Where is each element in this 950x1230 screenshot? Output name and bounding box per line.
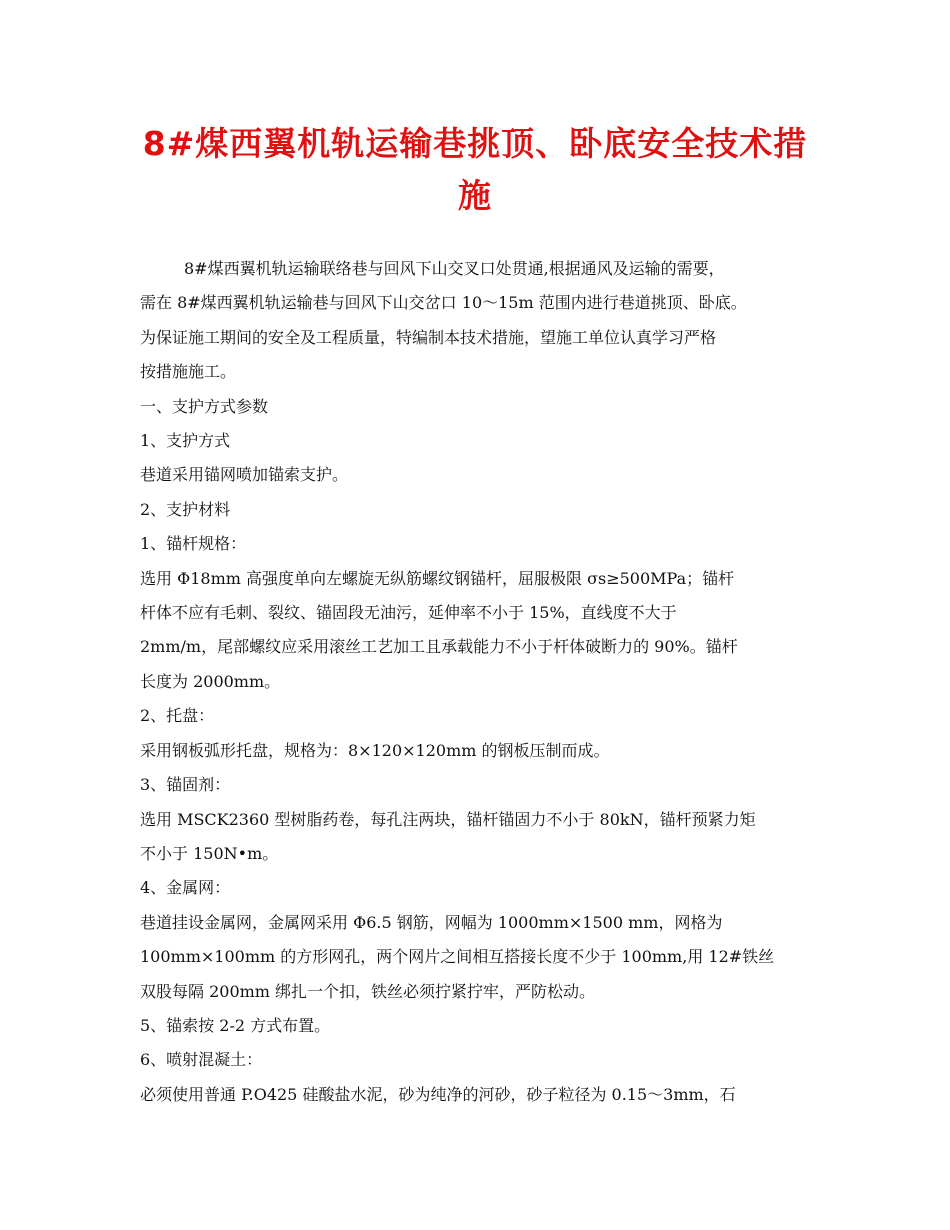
subsection-1-text: 巷道采用锚网喷加锚索支护。 [140, 465, 349, 485]
item-2-line-1: 采用钢板弧形托盘，规格为：8×120×120mm 的钢板压制而成。 [140, 740, 610, 760]
intro-line-3: 为保证施工期间的安全及工程质量，特编制本技术措施，望施工单位认真学习严格 [140, 327, 717, 347]
intro-line-4: 按措施施工。 [140, 362, 237, 382]
item-4-line-3: 双股每隔 200mm 绑扎一个扣，铁丝必须拧紧拧牢，严防松动。 [140, 981, 596, 1001]
intro-line-2: 需在 8#煤西翼机轨运输巷与回风下山交岔口 10～15m 范围内进行巷道挑顶、卧底。 [140, 293, 747, 313]
intro-line-1: 8#煤西翼机轨运输联络巷与回风下山交叉口处贯通,根据通风及运输的需要， [184, 259, 725, 278]
subsection-1-heading: 1、支护方式 [140, 431, 231, 451]
document-title [140, 118, 810, 222]
item-5-line-1: 5、锚索按 2-2 方式布置。 [140, 1015, 331, 1035]
title-line-2: 施 [458, 176, 492, 215]
section-1-heading: 一、支护方式参数 [140, 396, 269, 416]
item-1-line-1: 选用 Φ18mm 高强度单向左螺旋无纵筋螺纹钢锚杆，屈服极限 σs≥500MPa；锚杆 [140, 568, 735, 588]
item-4-line-2: 100mm×100mm 的方形网孔，两个网片之间相互搭接长度不少于 100mm,用 12#铁丝 [140, 947, 775, 967]
item-4-heading: 4、金属网： [140, 878, 231, 898]
item-6-line-1: 必须使用普通 P.O425 硅酸盐水泥，砂为纯净的河砂，砂子粒径为 0.15～3mm，石 [140, 1084, 736, 1104]
item-3-line-2: 不小于 150N•m。 [140, 843, 279, 863]
item-6-heading: 6、喷射混凝土： [140, 1050, 263, 1070]
item-1-line-4: 长度为 2000mm。 [140, 671, 281, 691]
subsection-2-heading: 2、支护材料 [140, 499, 231, 519]
item-1-line-2: 杆体不应有毛刺、裂纹、锚固段无油污，延伸率不小于 15%，直线度不大于 [140, 603, 677, 623]
title-line-1: 8#煤西翼机轨运输巷挑顶、卧底安全技术措 [142, 124, 808, 163]
document-body [140, 252, 810, 1112]
item-3-line-1: 选用 MSCK2360 型树脂药卷，每孔注两块，锚杆锚固力不小于 80kN，锚杆预紧力矩 [140, 809, 756, 829]
item-3-heading: 3、锚固剂： [140, 775, 231, 795]
item-1-line-3: 2mm/m，尾部螺纹应采用滚丝工艺加工且承载能力不小于杆体破断力的 90%。锚杆 [140, 637, 738, 657]
item-1-heading: 1、锚杆规格： [140, 534, 247, 554]
item-2-heading: 2、托盘： [140, 706, 215, 726]
item-4-line-1: 巷道挂设金属网，金属网采用 Φ6.5 钢筋，网幅为 1000mm×1500 mm，网格为 [140, 912, 723, 932]
